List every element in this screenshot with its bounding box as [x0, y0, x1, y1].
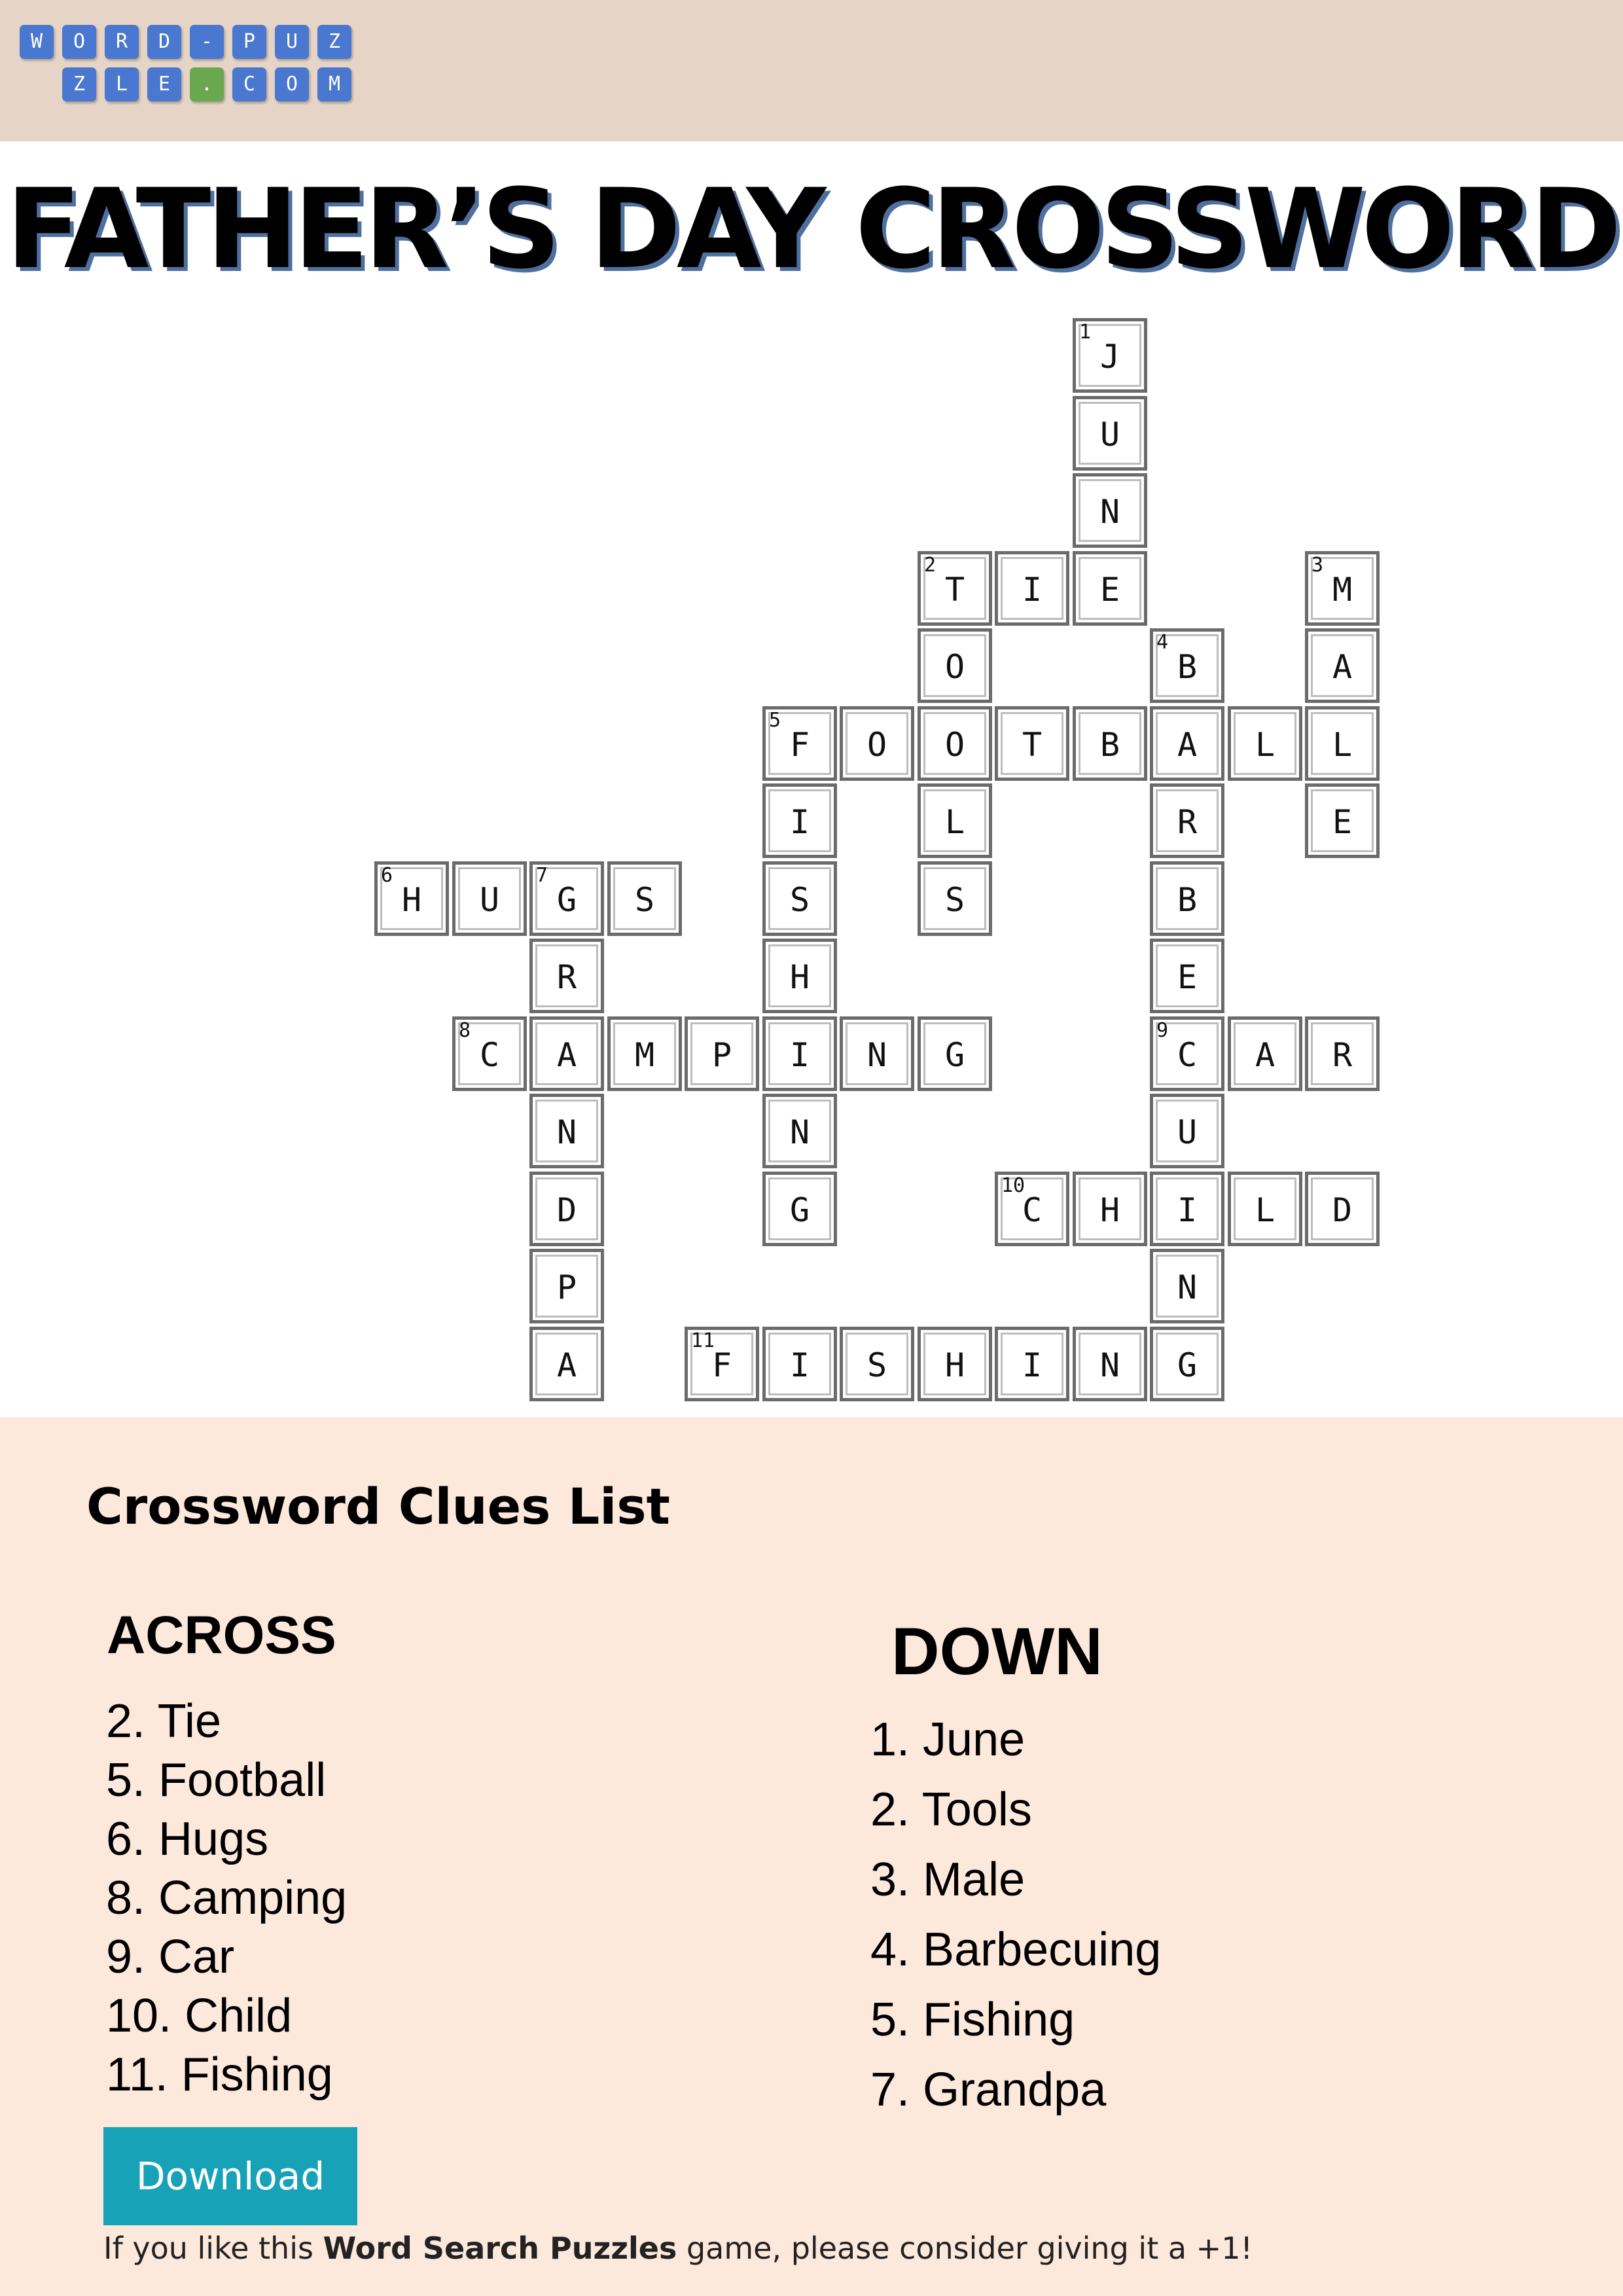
grid-cell[interactable] — [374, 861, 449, 936]
cell-letter: G — [556, 881, 577, 919]
grid-cell[interactable] — [762, 783, 837, 858]
cell-letter: H — [789, 958, 810, 996]
cell-letter: G — [789, 1191, 810, 1229]
grid-cell[interactable] — [1073, 706, 1147, 781]
cell-letter: F — [711, 1346, 732, 1384]
footer-prefix: If you like this — [103, 2231, 323, 2266]
grid-cell[interactable] — [995, 1327, 1069, 1401]
grid-cell[interactable] — [918, 706, 992, 781]
cell-letter: C — [479, 1036, 500, 1074]
clue-number: 5 — [769, 709, 781, 732]
grid-cell[interactable] — [840, 706, 914, 781]
clue-number: 2 — [924, 554, 936, 577]
down-clue: 2. Tools — [870, 1784, 1032, 1836]
grid-cell[interactable] — [1228, 1172, 1302, 1246]
grid-cell[interactable] — [762, 1327, 837, 1401]
grid-cell[interactable] — [685, 1327, 759, 1401]
cell-letter: A — [556, 1346, 577, 1384]
cell-letter: A — [1255, 1036, 1275, 1074]
grid-cell[interactable] — [1073, 1327, 1147, 1401]
cell-letter: S — [944, 881, 965, 919]
logo-tile: L — [105, 67, 139, 101]
logo-tile: Z — [317, 25, 351, 59]
grid-cell[interactable] — [685, 1016, 759, 1091]
grid-cell[interactable] — [1073, 473, 1147, 548]
clue-number: 6 — [381, 864, 393, 887]
down-clue-list — [870, 1705, 1161, 2125]
grid-cell[interactable] — [1150, 628, 1224, 703]
clue-number: 11 — [691, 1329, 715, 1352]
cell-letter: N — [789, 1113, 810, 1151]
cell-letter: N — [866, 1036, 887, 1074]
down-clue: 3. Male — [870, 1854, 1026, 1906]
cell-letter: I — [789, 1346, 810, 1384]
cell-letter: E — [1332, 803, 1353, 841]
cell-letter: R — [1177, 803, 1198, 841]
grid-cell[interactable] — [1228, 1016, 1302, 1091]
grid-cell[interactable] — [762, 861, 837, 936]
grid-cell[interactable] — [529, 1249, 604, 1323]
down-clue: 7. Grandpa — [870, 2064, 1107, 2116]
grid-cell[interactable] — [529, 1172, 604, 1246]
footer-suffix: game, please consider giving it a +1! — [677, 2231, 1253, 2266]
cell-letter: C — [1177, 1036, 1198, 1074]
clue-number: 8 — [459, 1019, 471, 1042]
site-header — [0, 0, 1623, 141]
grid-cell[interactable] — [918, 861, 992, 936]
cell-letter: S — [866, 1346, 887, 1384]
grid-cell[interactable] — [1150, 783, 1224, 858]
grid-cell[interactable] — [918, 1327, 992, 1401]
down-clue: 5. Fishing — [870, 1994, 1075, 2046]
logo-tile: R — [105, 25, 139, 59]
grid-cell[interactable] — [452, 861, 527, 936]
across-heading: ACROSS — [107, 1605, 336, 1665]
grid-cell[interactable] — [1305, 551, 1380, 626]
grid-cell[interactable] — [1073, 318, 1147, 393]
cell-letter: L — [944, 803, 965, 841]
grid-cell[interactable] — [995, 551, 1069, 626]
cell-letter: L — [1332, 726, 1353, 764]
clue-number: 3 — [1311, 554, 1324, 577]
logo-tile: O — [62, 25, 96, 59]
logo-tile: P — [232, 25, 266, 59]
cell-letter: I — [1022, 571, 1043, 609]
cell-letter: I — [789, 1036, 810, 1074]
clue-number: 4 — [1156, 631, 1169, 654]
across-clue: 9. Car — [106, 1931, 235, 1983]
grid-cell[interactable] — [529, 1094, 604, 1168]
grid-cell[interactable] — [762, 1172, 837, 1246]
grid-cell[interactable] — [1150, 1249, 1224, 1323]
cell-letter: I — [1022, 1346, 1043, 1384]
cell-letter: L — [1255, 726, 1275, 764]
cell-letter: L — [1255, 1191, 1275, 1229]
grid-cell[interactable] — [529, 1016, 604, 1091]
grid-cell[interactable] — [529, 1327, 604, 1401]
cell-letter: M — [1332, 571, 1353, 609]
grid-cell[interactable] — [762, 706, 837, 781]
logo-tile: C — [232, 67, 266, 101]
grid-cell[interactable] — [762, 1094, 837, 1168]
cell-letter: E — [1177, 958, 1198, 996]
cell-letter: G — [944, 1036, 965, 1074]
cell-letter: H — [944, 1346, 965, 1384]
cell-letter: N — [1177, 1268, 1198, 1306]
grid-cell[interactable] — [1073, 1172, 1147, 1246]
cell-letter: N — [556, 1113, 577, 1151]
cell-letter: U — [1099, 416, 1120, 454]
logo-tile: U — [275, 25, 309, 59]
grid-cell[interactable] — [918, 551, 992, 626]
logo-tile: Z — [62, 67, 96, 101]
cell-letter: E — [1099, 571, 1120, 609]
cell-letter: B — [1177, 648, 1198, 686]
cell-letter: N — [1099, 493, 1120, 531]
grid-cell[interactable] — [840, 1327, 914, 1401]
clue-number: 9 — [1156, 1019, 1169, 1042]
grid-cell[interactable] — [1150, 1327, 1224, 1401]
logo-tile: D — [147, 25, 181, 59]
grid-cell[interactable] — [1305, 783, 1380, 858]
across-clue: 11. Fishing — [106, 2049, 333, 2101]
clues-title: Crossword Clues List — [86, 1477, 670, 1535]
grid-cell[interactable] — [1073, 551, 1147, 626]
cell-letter: P — [711, 1036, 732, 1074]
grid-cell[interactable] — [1150, 939, 1224, 1013]
footer-bold-text: Word Search Puzzles — [323, 2231, 677, 2266]
grid-cell[interactable] — [1150, 1172, 1224, 1246]
grid-cell[interactable] — [918, 1016, 992, 1091]
cell-letter: H — [401, 881, 422, 919]
grid-cell[interactable] — [1150, 1094, 1224, 1168]
across-clue: 8. Camping — [106, 1872, 348, 1924]
grid-cell[interactable] — [1305, 706, 1380, 781]
cell-letter: B — [1177, 881, 1198, 919]
cell-letter: F — [789, 726, 810, 764]
cell-letter: J — [1099, 338, 1120, 376]
cell-letter: R — [556, 958, 577, 996]
clues-panel — [0, 1417, 1623, 2296]
grid-cell[interactable] — [1150, 706, 1224, 781]
cell-letter: I — [1177, 1191, 1198, 1229]
cell-letter: S — [789, 881, 810, 919]
logo-tile: O — [275, 67, 309, 101]
grid-cell[interactable] — [607, 861, 682, 936]
across-clue-list — [106, 1692, 347, 2104]
grid-cell[interactable] — [995, 1172, 1069, 1246]
grid-cell[interactable] — [1305, 1172, 1380, 1246]
cell-letter: O — [944, 648, 965, 686]
logo-tile: . — [190, 67, 224, 101]
grid-cell[interactable] — [607, 1016, 682, 1091]
across-clue: 6. Hugs — [106, 1813, 269, 1865]
cell-letter: P — [556, 1268, 577, 1306]
grid-cell[interactable] — [1150, 1016, 1224, 1091]
download-button[interactable]: Download — [103, 2127, 357, 2225]
grid-cell[interactable] — [1228, 706, 1302, 781]
logo-tile: W — [20, 25, 54, 59]
clue-number: 7 — [536, 864, 548, 887]
grid-cell[interactable] — [1150, 861, 1224, 936]
across-clue: 5. Football — [106, 1754, 327, 1806]
cell-letter: T — [1022, 726, 1043, 764]
cell-letter: D — [556, 1191, 577, 1229]
cell-letter: C — [1022, 1191, 1043, 1229]
cell-letter: I — [789, 803, 810, 841]
grid-cell[interactable] — [452, 1016, 527, 1091]
cell-letter: U — [1177, 1113, 1198, 1151]
clue-number: 10 — [1001, 1174, 1026, 1197]
grid-cell[interactable] — [1073, 396, 1147, 471]
logo-tile: E — [147, 67, 181, 101]
grid-cell[interactable] — [762, 1016, 837, 1091]
grid-cell[interactable] — [529, 939, 604, 1013]
cell-letter: U — [479, 881, 500, 919]
footer-note — [103, 2229, 1543, 2268]
across-clue: 10. Child — [106, 1990, 293, 2042]
grid-cell[interactable] — [1305, 628, 1380, 703]
cell-letter: H — [1099, 1191, 1120, 1229]
grid-cell[interactable] — [995, 706, 1069, 781]
grid-cell[interactable] — [840, 1016, 914, 1091]
logo-tile: M — [317, 67, 351, 101]
grid-cell[interactable] — [529, 861, 604, 936]
cell-letter: O — [866, 726, 887, 764]
down-clue: 4. Barbecuing — [870, 1924, 1162, 1976]
cell-letter: N — [1099, 1346, 1120, 1384]
cell-letter: T — [944, 571, 965, 609]
logo-tile: - — [190, 25, 224, 59]
cell-letter: S — [634, 881, 655, 919]
cell-letter: M — [634, 1036, 655, 1074]
cell-letter: R — [1332, 1036, 1353, 1074]
cell-letter: O — [944, 726, 965, 764]
across-clue: 2. Tie — [106, 1695, 222, 1748]
cell-letter: A — [1177, 726, 1198, 764]
grid-cell[interactable] — [1305, 1016, 1380, 1091]
cell-letter: A — [1332, 648, 1353, 686]
grid-cell[interactable] — [918, 628, 992, 703]
cell-letter: D — [1332, 1191, 1353, 1229]
clue-number: 1 — [1079, 321, 1092, 344]
grid-cell[interactable] — [762, 939, 837, 1013]
cell-letter: B — [1099, 726, 1120, 764]
grid-cell[interactable] — [918, 783, 992, 858]
down-clue: 1. June — [870, 1713, 1026, 1766]
cell-letter: G — [1177, 1346, 1198, 1384]
down-heading: DOWN — [891, 1614, 1103, 1689]
page-title: FATHER’S DAY CROSSWORD — [6, 165, 1617, 293]
cell-letter: A — [556, 1036, 577, 1074]
